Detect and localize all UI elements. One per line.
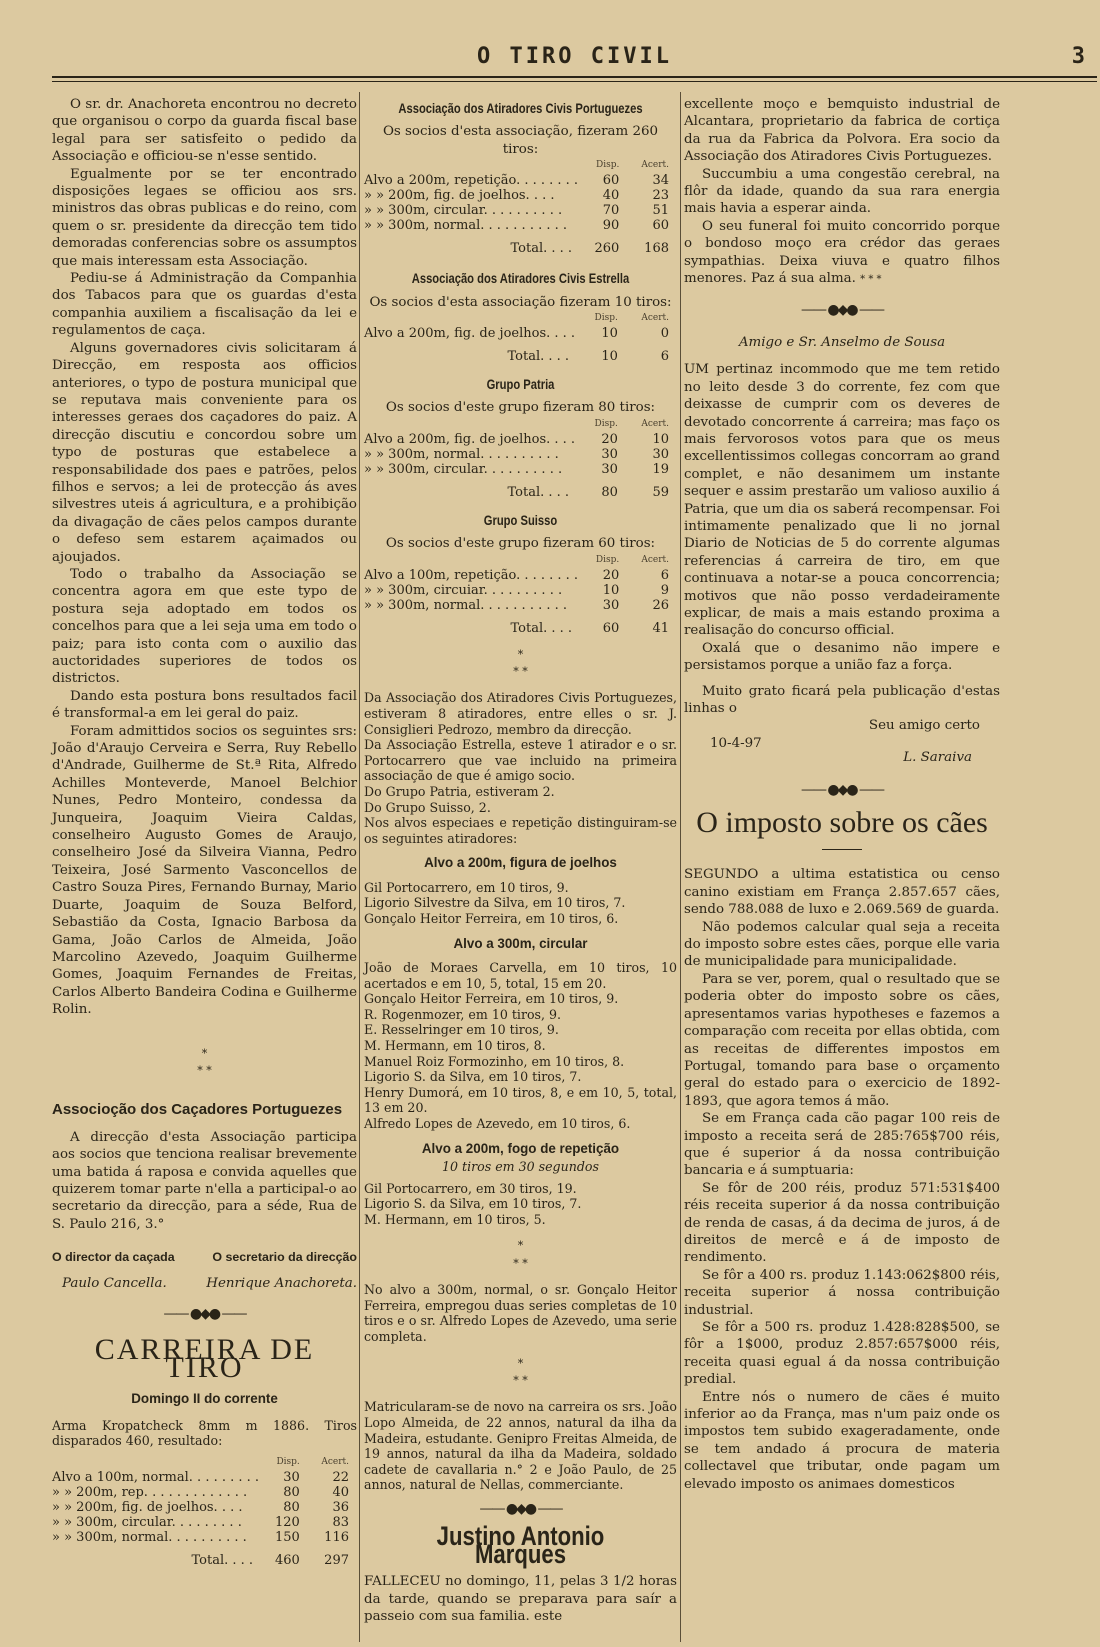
table-row: » » 200m, fig. de joelhos. . . . 40 23 bbox=[364, 188, 669, 204]
table-row: » » 200m, fig. de joelhos. . . . 80 36 bbox=[52, 1499, 349, 1515]
justino-heading: Justino Antonio Marques bbox=[436, 1521, 605, 1569]
table-row: » » 300m, circuiar. . . . . . . . . . 10 9 bbox=[364, 582, 669, 598]
page-header bbox=[52, 44, 1097, 68]
table-header: Disp. Acert. bbox=[594, 418, 669, 429]
section-stars: * * * bbox=[513, 1356, 528, 1387]
ornament-divider: —— ●◆● —— bbox=[163, 1306, 246, 1322]
assoc2-table bbox=[364, 311, 677, 364]
article-paragraph: O sr. dr. Anachoreta encontrou no decreto que organisou o corpo da guarda fiscal base legal para ser satisfeito o pedido da Associação e officiou-se n'esse sentido. bbox=[52, 97, 357, 165]
justino-text: FALLECEU no domingo, 11, pelas 3 1/2 horas da tarde, quando se preparava para saír a passeio com sua familia. este bbox=[364, 1574, 677, 1624]
note-text: No alvo a 300m, normal, o sr. Gonçalo Heitor Ferreira, empregou duas series completas de 10 tiros e o sr. Alfredo Lopes de Azevedo, uma serie completa. bbox=[364, 1282, 677, 1344]
table-row: » » 200m, rep. . . . . . . . . . . . . 80 40 bbox=[52, 1484, 349, 1500]
table-total: Total. . . . 60 41 bbox=[510, 620, 669, 636]
grupo-patria-intro: Os socios d'este grupo fizeram 80 tiros: bbox=[385, 400, 656, 416]
imposto-paragraph: Para se ver, porem, qual o resultado que se poderia obter do imposto sobre os cães, apresentamos varias hypotheses e fazemos a comparação com receita por ellas obtida, com as receitas de differentes impostos em Portugal, tomando para base o orçamento geral do estado para o exercicio de 1892-1893, que agora temos á mão. bbox=[684, 971, 1000, 1109]
sec2-text: João de Moraes Carvella, em 10 tiros, 10 acertados e em 10, 5, total, 15 em 20. Gonçalo Heitor Ferreira, em 10 tiros, 9. R. Rogenmozer, em 10 tiros, 9. E. Resselringer em 10 tiros, 9. M. Hermann, em 10 tiros, 8. Manuel Roiz Formozinho, em 10 tiros, 8. Ligorio S. da Silva, em 10 tiros, 7. Henry Dumorá, em 10 tiros, 8, e em 10, 5, total, 13 em 20. Alfredo Lopes de Azevedo, em 10 tiros, 6. bbox=[364, 960, 677, 1131]
assoc2-intro: Os socios d'esta associação fizeram 10 tiros: bbox=[369, 294, 672, 310]
director-name: Paulo Cancella. bbox=[62, 1275, 167, 1291]
letter-date: 10-4-97 bbox=[710, 735, 762, 751]
letter-body: UM pertinaz incommodo que me tem retido no leito desde 3 do corrente, fez com que deixasse de cumprir com os deveres de devotado concorrente á carreira; mas faço os mais fervorosos votos para que os meus excellentissimos collegas concorram ao grand complet, e não desanimem um instante sequer e assim prestarão um valioso auxilio á Patria, que um dia os saberá recompensar. Foi intimamente penalizado que li no jornal Diario de Noticias de 5 do corrente algumas referencias á carreira de tiro, em que continuava a notar-se a pouca concorrencia; motivos que não posso verdadeiramente explicar, de mais a mais estando proxima a realisação do concurso official. bbox=[684, 362, 1000, 639]
secretary-title: O secretario da direcção bbox=[212, 1250, 357, 1265]
letter-paragraph: Muito grato ficará pela publicação d'estas linhas o bbox=[684, 683, 1000, 716]
cacadores-text: A direcção d'esta Associação participa aos socios que tenciona realisar brevemente uma batida á raposa e convida aquelles que quizerem tomar parte n'ella a participal-o ao secretario da direcção, para a séde, Rua de S. Paulo 216, 3.° bbox=[52, 1129, 357, 1232]
table-header: Disp. Acert. bbox=[595, 554, 669, 565]
column-divider bbox=[680, 92, 681, 1642]
column-1 bbox=[52, 96, 357, 1568]
imposto-paragraph: Não podemos calcular qual seja a receita do imposto sobre estes cães, porque elle varia de municipalidade para municipalidade. bbox=[684, 919, 1000, 970]
sec1-heading: Alvo a 200m, figura de joelhos bbox=[424, 855, 617, 871]
summary-text: Da Associação dos Atiradores Civis Portuguezes, estiveram 8 atiradores, entre elles o sr. J. Consiglieri Pedrozo, membro da direcção. Da Associação Estrella, esteve 1 atirador e o sr. Portocarrero que vae incluido na primeira associação de que é amigo socio. Do Grupo Patria, estiveram 2. Do Grupo Suisso, 2. Nos alvos especiaes e repetição distinguiram-se os seguintes atiradores: bbox=[364, 690, 677, 846]
article-paragraph: Pediu-se á Administração da Companhia dos Tabacos para que os guardas d'esta companhia auxiliem a fiscalisação da lei e regulamentos de caça. bbox=[52, 271, 357, 339]
column-3 bbox=[684, 96, 1000, 1493]
obituary-continued: excellente moço e bemquisto industrial de Alcantara, proprietario da fabrica de cortiça da rua da Fabrica da Polvora. Era socio da Associação dos Atiradores Civis Portuguezes. bbox=[684, 97, 1000, 165]
table-total: Total. . . . 260 168 bbox=[510, 241, 669, 257]
table-row: » » 300m, normal. . . . . . . . . . . 30 26 bbox=[364, 597, 669, 613]
assoc1-intro: Os socios d'esta associação, fizeram 260 tiros: bbox=[382, 124, 659, 157]
newspaper-title: O TIRO CIVIL bbox=[477, 44, 672, 69]
grupo-suisso-heading: Grupo Suisso bbox=[483, 511, 558, 528]
header-rule-thin bbox=[52, 81, 1097, 82]
table-row: Alvo a 200m, fig. de joelhos. . . . 10 0 bbox=[364, 326, 669, 342]
article-paragraph: Todo o trabalho da Associação se concentra agora em que este typo de postura seja adoptado em todos os concelhos para que a lei seja uma em todo o paiz; para isto conta com o auxilio das auctoridades superiores de todos os districtos. bbox=[52, 566, 357, 687]
assoc1-table bbox=[364, 158, 677, 256]
table-header: Disp. Acert. bbox=[276, 1456, 349, 1467]
sec3-text: Gil Portocarrero, em 30 tiros, 19. Ligorio S. da Silva, em 10 tiros, 7. M. Hermann, em 10 tiros, 5. bbox=[364, 1180, 582, 1227]
carreira-table bbox=[52, 1455, 357, 1568]
article-paragraph: Alguns governadores civis solicitaram á Direcção, em resposta aos officios anteriores, o typo de postura municipal que se reputava mais conveniente para os interesses geraes dos caçadores do paiz. A direcção discutiu e concordou sobre um typo de posturas que estabelece a responsabilidade dos paes e patrões, pelos filhos e servos; a lei de protecção ás aves silvestres uteis á agricultura, e a prohibição da divagação de cães pelos campos durante o defeso sem estarem açaimados ou ajoujados. bbox=[52, 340, 357, 565]
table-row: Alvo a 200m, fig. de joelhos. . . . 20 10 bbox=[364, 431, 669, 447]
sec1-text: Gil Portocarrero, em 10 tiros, 9. Ligorio Silvestre da Silva, em 10 tiros, 7. Gonçalo Heitor Ferreira, em 10 tiros, 6. bbox=[364, 879, 626, 926]
table-header: Disp. Acert. bbox=[594, 313, 669, 324]
imposto-paragraph: SEGUNDO a ultima estatistica ou censo canino existiam em França 2.857.657 cães, sendo 788.088 de luxo e 2.069.569 de guarda. bbox=[684, 867, 1000, 918]
table-row: » » 300m, circular. . . . . . . . . 120 83 bbox=[52, 1514, 349, 1530]
article-paragraph: Dando esta postura bons resultados facil é transformal-a em lei geral do paiz. bbox=[52, 688, 357, 722]
assoc2-heading: Associação dos Atiradores Civis Estrella bbox=[411, 270, 630, 287]
table-row: » » 300m, circular. . . . . . . . . . 30 19 bbox=[364, 461, 669, 477]
sec3-subtitle: 10 tiros em 30 segundos bbox=[442, 1158, 599, 1174]
obituary-paragraph: Succumbiu a uma congestão cerebral, na flôr da idade, quando da sua rara energia mais havia a esperar ainda. bbox=[684, 166, 1000, 217]
header-rule bbox=[52, 76, 1097, 78]
cacadores-heading: Associoção dos Caçadores Portuguezes bbox=[52, 1101, 343, 1119]
column-divider bbox=[359, 92, 360, 1642]
grupo-patria-heading: Grupo Patria bbox=[486, 376, 555, 393]
signature-titles bbox=[52, 1249, 357, 1266]
table-row: Alvo a 100m, normal. . . . . . . . . 30 22 bbox=[52, 1469, 349, 1485]
note-text: Matricularam-se de novo na carreira os srs. João Lopo Almeida, de 22 annos, natural da ilha da Madeira, estudante. Genipro Freitas Almeida, de 19 annos, natural da ilha da Madeira, soldado cadete de cavallaria n.° 2 e João Paulo, de 25 annos, natural de Nellas, commerciante. bbox=[364, 1399, 677, 1493]
article-paragraph: Foram admittidos socios os seguintes srs: João d'Araujo Cerveira e Serra, Ruy Rebello d'Andrade, Guilherme de St.ª Rita, Alfredo Achilles Monteverde, Manoel Belchior Nunes, Pedro Monteiro, condessa da Junqueira, Joaquim Vieira Caldas, conselheiro Augusto Gomes de Araujo, conselheiro José da Silveira Vianna, Pedro Teixeira, José Sarmento Vasconcellos de Castro Souza Pires, Fernando Burnay, Mario Duarte, Joaquim de Souza Belford, Sebastião da Costa, Ignacio Barbosa da Gama, João Carlos de Almeida, João Marcolino Azevedo, Joaquim Guilherme Gomes, Joaquim Fernandes de Freitas, Carlos Alberto Bandeira Codina e Guilherme Rolin. bbox=[52, 723, 357, 1018]
signature-names bbox=[52, 1275, 357, 1292]
letter-signature: L. Saraiva bbox=[903, 749, 972, 765]
table-row: » » 300m, normal. . . . . . . . . . . 90 60 bbox=[364, 218, 669, 234]
ornament-divider: —— ●◆● —— bbox=[800, 782, 884, 799]
imposto-paragraph: Se fôr a 500 rs. produz 1.428:828$500, se fôr a 1$000, produz 2.857:657$000 réis, receita quasi egual á da nossa contribuição predial. bbox=[684, 1320, 1000, 1388]
column-2 bbox=[364, 96, 677, 1625]
assoc1-heading: Associação dos Atiradores Civis Portuguezes bbox=[398, 100, 643, 116]
grupo-suisso-intro: Os socios d'este grupo fizeram 60 tiros: bbox=[385, 536, 656, 552]
table-row: Alvo a 100m, repetição. . . . . . . . 20 6 bbox=[364, 567, 669, 583]
letter-footer bbox=[684, 735, 1000, 766]
table-header: Disp. Acert. bbox=[595, 160, 669, 171]
table-row: » » 300m, normal. . . . . . . . . . 30 30 bbox=[364, 446, 669, 462]
director-title: O director da caçada bbox=[52, 1250, 175, 1265]
imposto-paragraph: Se fôr de 200 réis, produz 571:531$400 réis receita superior á da nossa contribuição de renda de casas, á da decima de juros, á de direitos de mercê e á de imposto de rendimento. bbox=[684, 1180, 1000, 1266]
table-total: Total. . . . 460 297 bbox=[191, 1552, 349, 1568]
table-row: » » 300m, normal. . . . . . . . . . 150 116 bbox=[52, 1529, 349, 1545]
grupo-patria-table bbox=[364, 417, 677, 500]
letter-paragraph: Oxalá que o desanimo não impere e persistamos porque a união faz a força. bbox=[684, 640, 1000, 674]
imposto-paragraph: Se em França cada cão pagar 100 reis de imposto a receita será de 285:765$700 réis, que é superior á da nossa contribuição bancaria e á sumptuaria: bbox=[684, 1111, 1000, 1179]
imposto-paragraph: Se fôr a 400 rs. produz 1.143:062$800 réis, receita superior á nossa contribuição industrial. bbox=[684, 1267, 1000, 1318]
article-paragraph: Egualmente por se ter encontrado disposições legaes se officiou aos srs. ministros das obras publicas e do reino, com quem o sr. presidente da direcção tem tido demoradas conferencias sobre os assumptos que mais interessam esta Associação. bbox=[52, 166, 357, 269]
heading-rule bbox=[684, 841, 1000, 858]
table-total: Total. . . . 10 6 bbox=[507, 349, 669, 365]
carreira-intro: Arma Kropatcheck 8mm m 1886. Tiros disparados 460, resultado: bbox=[52, 1417, 357, 1449]
imposto-heading: O imposto sobre os cães bbox=[696, 805, 988, 839]
letter-closing: Seu amigo certo bbox=[868, 718, 980, 734]
ornament-divider: —— ●◆● —— bbox=[479, 1500, 562, 1517]
section-stars: * * * bbox=[513, 1239, 528, 1270]
sec2-heading: Alvo a 300m, circular bbox=[453, 935, 588, 951]
secretary-name: Henrique Anachoreta. bbox=[206, 1275, 357, 1291]
obituary-paragraph: O seu funeral foi muito concorrido porque o bondoso moço era crédor das geraes sympathias. Deixa viuva e quatro filhos menores. Paz á sua alma. * * * bbox=[684, 218, 1000, 287]
ornament-divider: —— ●◆● —— bbox=[800, 302, 884, 319]
carreira-heading: CARREIRA DE TIRO bbox=[94, 1333, 315, 1384]
table-total: Total. . . . 80 59 bbox=[507, 484, 669, 500]
page-number: 3 bbox=[1071, 44, 1085, 69]
carreira-subtitle: Domingo II do corrente bbox=[131, 1391, 278, 1407]
sec3-heading: Alvo a 200m, fogo de repetição bbox=[421, 1140, 620, 1156]
grupo-suisso-table bbox=[364, 553, 677, 636]
letter-heading: Amigo e Sr. Anselmo de Sousa bbox=[738, 334, 946, 350]
imposto-paragraph: Entre nós o numero de cães é muito inferior ao da França, mas n'um paiz onde os impostos tem subido exageradamente, onde se tem andado á procura de materia collectavel que tributar, onde pagam um elevado imposto os animaes domesticos bbox=[684, 1389, 1000, 1492]
section-stars: * * * bbox=[197, 1046, 212, 1077]
table-row: » » 300m, circular. . . . . . . . . . 70 51 bbox=[364, 203, 669, 219]
table-row: Alvo a 200m, repetição. . . . . . . . 60 34 bbox=[364, 173, 669, 189]
section-stars: * * * bbox=[513, 647, 528, 679]
